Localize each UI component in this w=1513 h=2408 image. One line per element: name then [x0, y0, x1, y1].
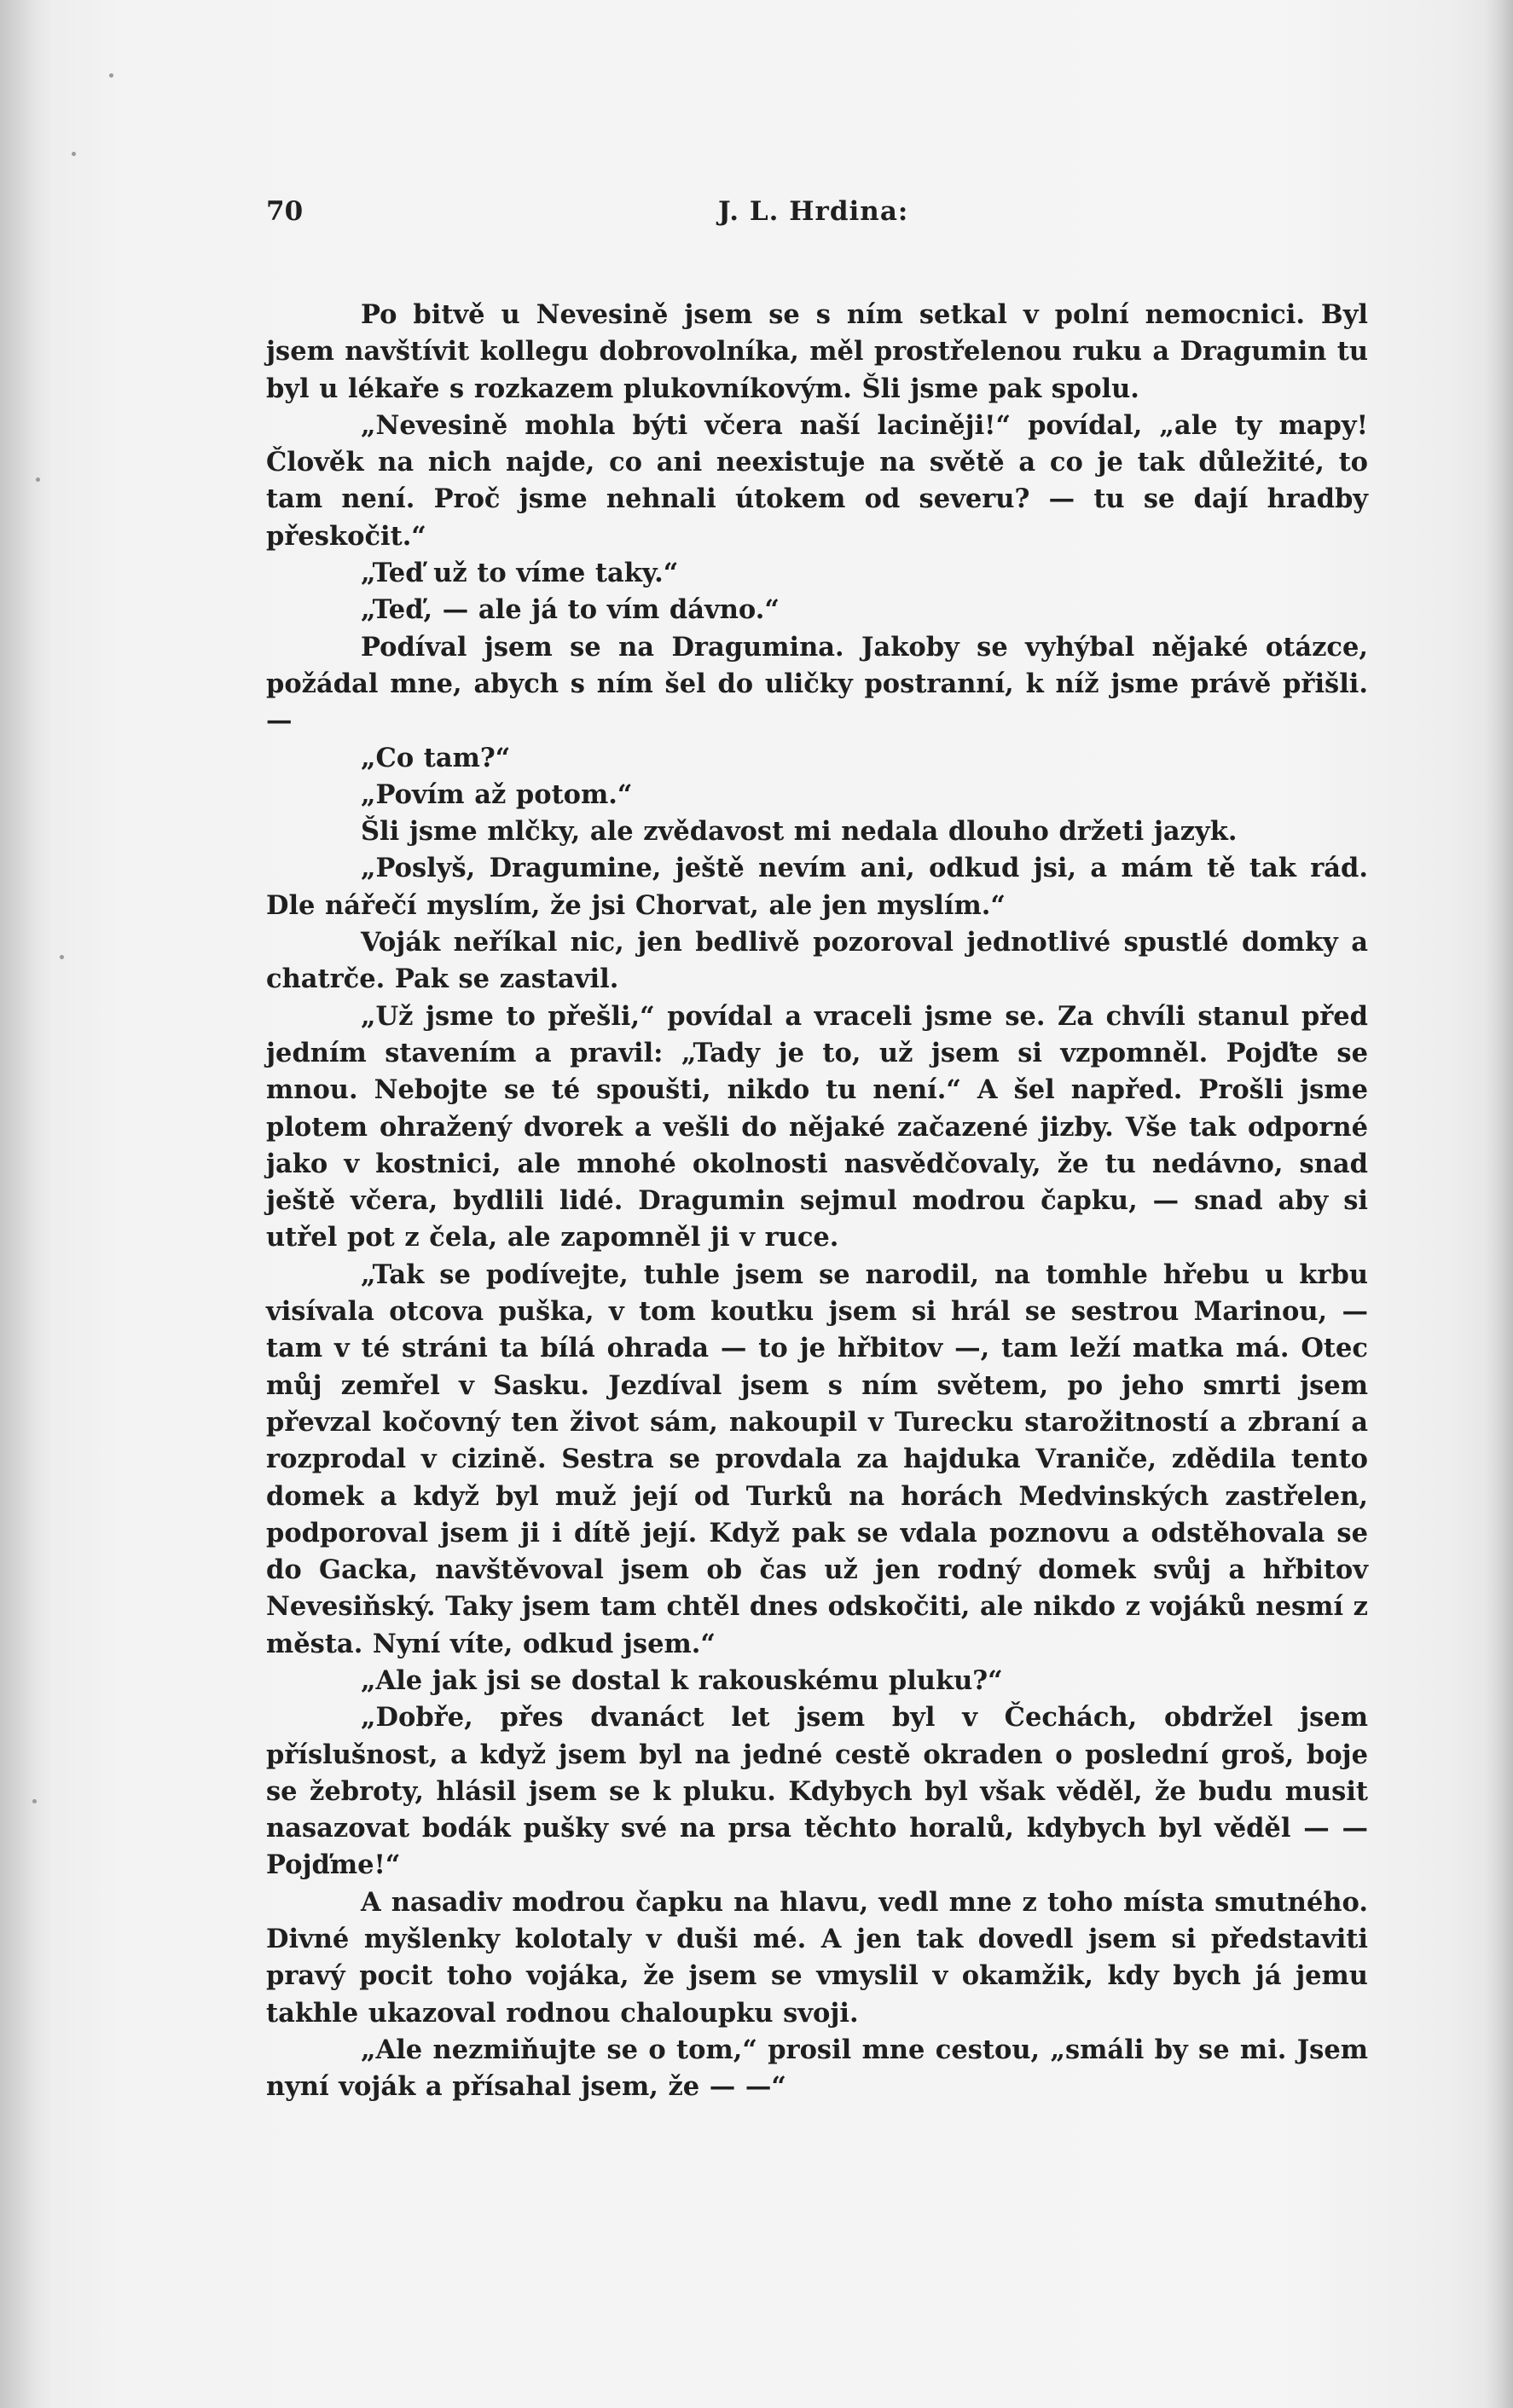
book-page — [266, 189, 1368, 2106]
running-title: J. L. Hrdina: — [718, 196, 909, 227]
paragraph: „Povím až potom.“ — [361, 779, 633, 810]
paragraph: „Teď, — ale já to vím dávno.“ — [361, 594, 780, 626]
page-number: 70 — [266, 196, 304, 227]
paragraph: „Co tam?“ — [361, 742, 511, 773]
paragraph: Šli jsme mlčky, ale zvědavost mi nedala dlouho držeti jazyk. — [361, 816, 1238, 848]
scan-shadow-left — [0, 0, 51, 2408]
paragraph: „Ale nezmiňujte se o tom,“ prosil mne cestou, „smáli by se mi. Jsem nyní voják a přísahal jsem, že — —“ — [266, 2034, 1368, 2103]
paragraph: „Tak se podívejte, tuhle jsem se narodil, na tomhle hřebu u krbu visívala otcova puška, v tom koutku jsem si hrál se sestrou Marinou, — tam v té stráni ta bílá ohrada — to je hřbitov —, tam leží matka má. Otec můj zemřel v Sasku. Jezdíval jsem s ním světem, po jeho smrti jsem převzal kočovný ten život sám, nakoupil v Turecku starožitností a zbraní a rozprodal v cizině. Sestra se provdala za hajduka Vraniče, zdědila tento domek a když byl muž její od Turků na horách Medvinských zastřelen, podporoval jsem ji i dítě její. Když pak se vdala poznovu a odstěhovala se do Gacka, navštěvoval jsem ob čas už jen rodný domek svůj a hřbitov Nevesiňský. Taky jsem tam chtěl dnes odskočiti, ale nikdo z vojáků nesmí z města. Nyní víte, odkud jsem.“ — [266, 1259, 1368, 1659]
paragraph: Po bitvě u Nevesině jsem se s ním setkal v polní nemocnici. Byl jsem navštívit kollegu dobrovolníka, měl prostřelenou ruku a Dragumin tu byl u lékaře s rozkazem plukovníkovým. Šli jsme pak spolu. — [266, 299, 1368, 404]
paragraph: „Poslyš, Dragumine, ještě nevím ani, odkud jsi, a mám tě tak rád. Dle nářečí myslím, že jsi Chorvat, ale jen myslím.“ — [266, 853, 1368, 921]
paragraph: „Ale jak jsi se dostal k rakouskému pluku?“ — [361, 1664, 1003, 1696]
paragraph: „Už jsme to přešli,“ povídal a vraceli jsme se. Za chvíli stanul před jedním stavením a pravil: „Tady je to, už jsem si vzpomněl. Pojďte se mnou. Nebojte se té spoušti, nikdo tu není.“ A šel napřed. Prošli jsme plotem ohražený dvorek a vešli do nějaké začazené jizby. Vše tak odporné jako v kostnici, ale mnohé okolnosti nasvědčovaly, že tu nedávno, snad ještě včera, bydlili lidé. Dragumin sejmul modrou čapku, — snad aby si utřel pot z čela, ale zapomněl ji v ruce. — [266, 1000, 1368, 1253]
paragraph: Podíval jsem se na Dragumina. Jakoby se vyhýbal nějaké otázce, požádal mne, abych s ním šel do uličky postranní, k níž jsme právě přišli. — — [266, 631, 1368, 737]
paragraph: „Teď už to víme taky.“ — [361, 558, 679, 589]
paper-speck — [36, 478, 40, 482]
paper-speck — [109, 73, 113, 78]
paragraph: Voják neříkal nic, jen bedlivě pozoroval jednotlivé spustlé domky a chatrče. Pak se zastavil. — [266, 927, 1368, 995]
paper-speck — [32, 1799, 37, 1803]
paper-speck — [72, 152, 76, 156]
running-head — [266, 189, 1368, 230]
scan-shadow-right — [1484, 0, 1513, 2408]
paragraph: „Nevesině mohla býti včera naší laciněji!“ povídal, „ale ty mapy! Člověk na nich najde, co ani neexistuje na světě a co je tak důležité, to tam není. Proč jsme nehnali útokem od severu? — tu se dají hradby přeskočit.“ — [266, 409, 1368, 552]
paragraph: A nasadiv modrou čapku na hlavu, vedl mne z toho místa smutného. Divné myšlenky kolotaly v duši mé. A jen tak dovedl jsem si představiti pravý pocit toho vojáka, že jsem se vmyslil v okamžik, kdy bych já jemu takhle ukazoval rodnou chaloupku svoji. — [266, 1886, 1368, 2029]
paper-speck — [60, 955, 64, 959]
body-text — [266, 297, 1368, 2106]
paragraph: „Dobře, přes dvanáct let jsem byl v Čechách, obdržel jsem příslušnost, a když jsem byl na jedné cestě okraden o poslední groš, boje se žebroty, hlásil jsem se k pluku. Kdybych byl však věděl, že budu musit nasazovat bodák pušky své na prsa těchto horalů, kdybych byl věděl — — Pojďme!“ — [266, 1702, 1368, 1881]
